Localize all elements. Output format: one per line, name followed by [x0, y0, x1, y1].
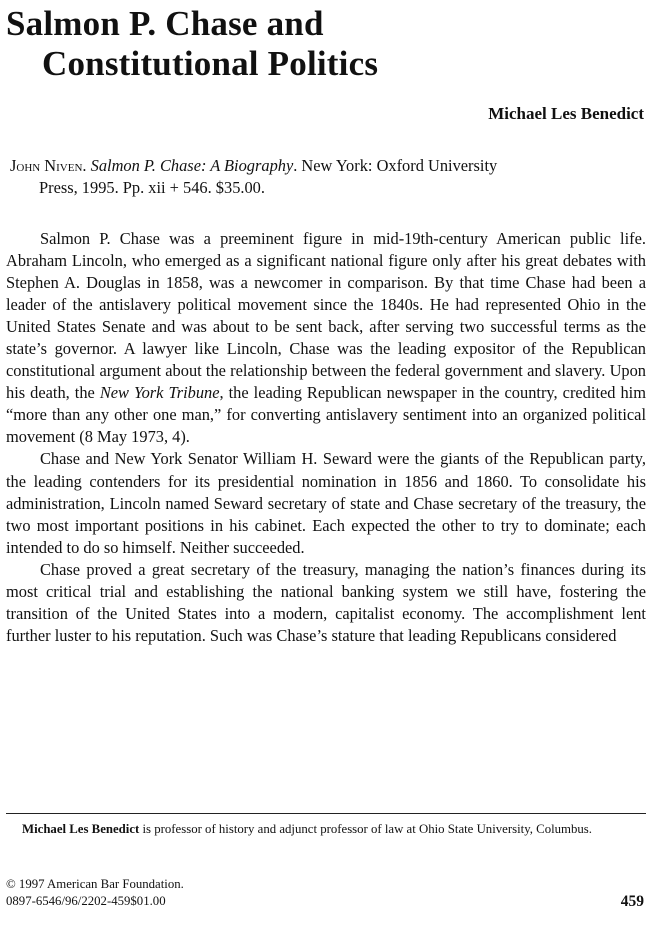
- citation-author: John Niven: [10, 156, 83, 175]
- title-line-1: Salmon P. Chase and: [6, 4, 324, 43]
- title-line-2: Constitutional Politics: [42, 44, 379, 83]
- paragraph-1-part-1: Salmon P. Chase was a preeminent figure in mid-19th-century American public life. Abraham Lincoln, who emerged as a significant national figure only after his great debates with Stephen A. Douglas in 1858, was a newcomer in comparison. By that time Chase had been a leader of the antislavery political movement since the 1840s. He had represented Ohio in the United States Senate and was about to be sent back, after serving two successful terms as the state’s governor. A lawyer like Lincoln, Chase was the leading expositor of the Republican constitutional argument about the relationship between the federal government and slavery. Upon his death, the: [6, 229, 646, 403]
- article-author: Michael Les Benedict: [488, 104, 644, 123]
- article-title: [6, 4, 378, 84]
- page-number: 459: [620, 893, 644, 910]
- citation-book-title: Salmon P. Chase: A Biography: [90, 156, 294, 175]
- citation-separator: .: [82, 156, 91, 175]
- citation-details-line-2: Press, 1995. Pp. xii + 546. $35.00.: [39, 178, 265, 197]
- author-footnote: [6, 820, 646, 838]
- footnote-author: Michael Les Benedict: [22, 822, 140, 836]
- paragraph-3: Chase proved a great secretary of the treasury, managing the nation’s finances during its most critical trial and establishing the national banking system we still have, fostering the transition of the United States into a modern, capitalist economy. The accomplishment lent further luster to his reputation. Such was Chase’s stature that leading Republicans considered: [6, 559, 646, 645]
- citation-details-line-1: . New York: Oxford University: [293, 156, 498, 175]
- footnote-divider: [6, 813, 646, 814]
- book-citation: [10, 155, 646, 199]
- footnote-text: is professor of history and adjunct professor of law at Ohio State University, Columbus.: [139, 822, 592, 836]
- newspaper-title: New York Tribune: [99, 383, 220, 403]
- article-code: 0897-6546/96/2202-459$01.00: [6, 894, 166, 908]
- copyright-block: [6, 876, 184, 910]
- body-text: [6, 228, 646, 647]
- paragraph-2: Chase and New York Senator William H. Seward were the giants of the Republican party, the leading contenders for its presidential nomination in 1856 and 1860. To consolidate his administration, Lincoln named Seward secretary of state and Chase secretary of the treasury, the two most important positions in his cabinet. Each expected the other to try to dominate; each intended to do so himself. Neither succeeded.: [6, 449, 646, 557]
- paragraph-1: [6, 228, 646, 448]
- paragraph-1-part-2: , the leading Republican newspaper in the country, credited him “more than any other one man,” for converting antislavery sentiment into an organized political movement (8 May 1973, 4).: [6, 383, 646, 447]
- copyright-line: © 1997 American Bar Foundation.: [6, 877, 184, 891]
